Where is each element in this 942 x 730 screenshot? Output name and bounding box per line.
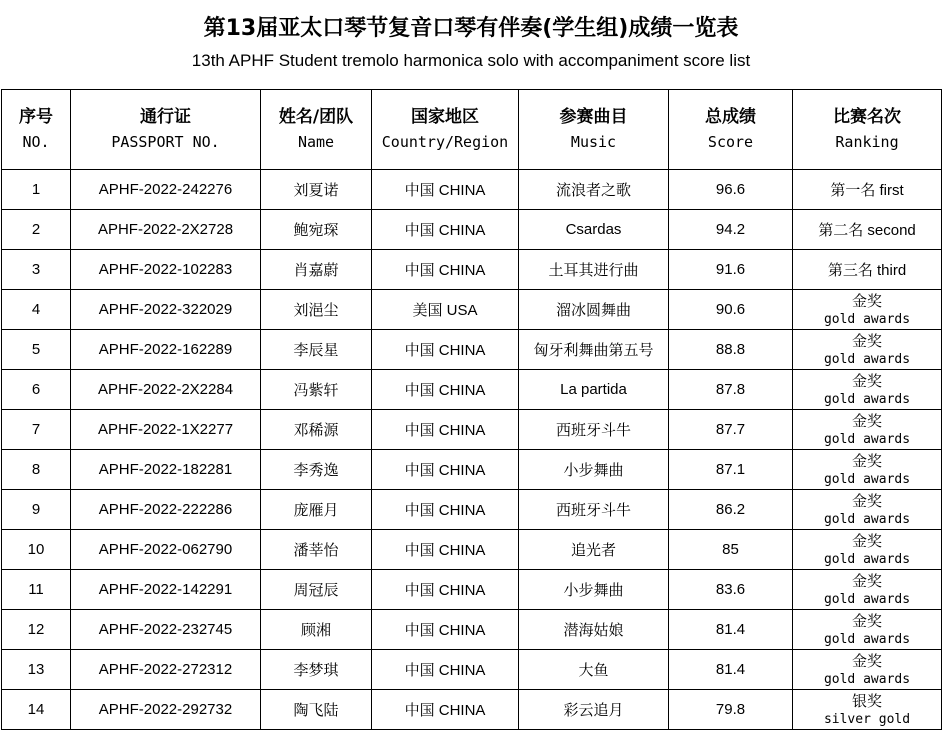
row-music: 小步舞曲: [519, 570, 669, 610]
row-ranking: [793, 690, 942, 730]
header-music: [519, 90, 669, 170]
row-music: Csardas: [519, 210, 669, 250]
row-passport: APHF-2022-242276: [71, 170, 261, 210]
ranking-zh: 金奖: [851, 491, 882, 510]
row-country: 中国 CHINA: [372, 210, 519, 250]
row-no: 10: [2, 530, 71, 570]
ranking-en: gold awards: [823, 631, 911, 647]
row-passport: APHF-2022-232745: [71, 610, 261, 650]
header-passport-en: PASSPORT NO.: [111, 132, 220, 151]
header-score: [669, 90, 793, 170]
row-no: 3: [2, 250, 71, 290]
row-country: 美国 USA: [372, 290, 519, 330]
row-ranking: [793, 290, 942, 330]
table-row: [2, 610, 942, 650]
row-country: 中国 CHINA: [372, 530, 519, 570]
row-name: 李辰星: [261, 330, 372, 370]
row-name: 肖嘉蔚: [261, 250, 372, 290]
row-passport: APHF-2022-272312: [71, 650, 261, 690]
row-ranking: [793, 250, 942, 290]
page-title: 第13届亚太口琴节复音口琴有伴奏(学生组)成绩一览表: [203, 16, 739, 41]
ranking-zh: 金奖: [851, 371, 882, 390]
row-country: 中国 CHINA: [372, 370, 519, 410]
row-music: 彩云追月: [519, 690, 669, 730]
header-score-zh: 总成绩: [705, 106, 756, 127]
row-score: 88.8: [669, 330, 793, 370]
header-name-zh: 姓名/团队: [278, 106, 354, 127]
row-name: 陶飞陆: [261, 690, 372, 730]
table-row: [2, 530, 942, 570]
table-row: [2, 690, 942, 730]
row-passport: APHF-2022-222286: [71, 490, 261, 530]
row-no: 4: [2, 290, 71, 330]
table-row: [2, 650, 942, 690]
table-row: [2, 250, 942, 290]
header-passport: [71, 90, 261, 170]
header-score-en: Score: [707, 132, 754, 151]
header-no-zh: 序号: [19, 106, 53, 127]
row-name: 刘浥尘: [261, 290, 372, 330]
row-no: 8: [2, 450, 71, 490]
row-score: 79.8: [669, 690, 793, 730]
row-score: 87.1: [669, 450, 793, 490]
row-country: 中国 CHINA: [372, 570, 519, 610]
ranking-zh: 金奖: [851, 331, 882, 350]
header-name: [261, 90, 372, 170]
ranking-zh: 金奖: [851, 291, 882, 310]
ranking-en: gold awards: [823, 551, 911, 567]
row-no: 11: [2, 570, 71, 610]
row-score: 87.8: [669, 370, 793, 410]
ranking-en: gold awards: [823, 591, 911, 607]
row-name: 冯紫轩: [261, 370, 372, 410]
ranking-zh: 第一名: [830, 181, 876, 199]
row-no: 6: [2, 370, 71, 410]
header-passport-zh: 通行证: [140, 106, 191, 127]
row-ranking: [793, 170, 942, 210]
table-row: [2, 370, 942, 410]
header-country-zh: 国家地区: [411, 106, 479, 127]
row-score: 86.2: [669, 490, 793, 530]
row-country: 中国 CHINA: [372, 170, 519, 210]
row-country: 中国 CHINA: [372, 330, 519, 370]
ranking-zh: 金奖: [851, 451, 882, 470]
row-name: 顾湘: [261, 610, 372, 650]
row-country: 中国 CHINA: [372, 650, 519, 690]
row-score: 94.2: [669, 210, 793, 250]
ranking-en: second: [867, 222, 916, 239]
table-row: [2, 490, 942, 530]
row-music: 小步舞曲: [519, 450, 669, 490]
row-passport: APHF-2022-2X2284: [71, 370, 261, 410]
row-ranking: [793, 370, 942, 410]
row-passport: APHF-2022-292732: [71, 690, 261, 730]
ranking-en: gold awards: [823, 671, 911, 687]
ranking-en: gold awards: [823, 351, 911, 367]
row-no: 9: [2, 490, 71, 530]
table-row: [2, 330, 942, 370]
row-score: 85: [669, 530, 793, 570]
row-passport: APHF-2022-142291: [71, 570, 261, 610]
row-country: 中国 CHINA: [372, 690, 519, 730]
header-name-en: Name: [297, 132, 335, 151]
header-country: [372, 90, 519, 170]
table-row: [2, 290, 942, 330]
header-no-en: NO.: [22, 132, 50, 151]
row-score: 81.4: [669, 650, 793, 690]
table-row: [2, 410, 942, 450]
row-score: 91.6: [669, 250, 793, 290]
ranking-zh: 银奖: [851, 691, 882, 710]
ranking-en: gold awards: [823, 471, 911, 487]
title-block: [0, 0, 942, 90]
row-ranking: [793, 570, 942, 610]
row-ranking: [793, 490, 942, 530]
row-passport: APHF-2022-2X2728: [71, 210, 261, 250]
ranking-en: silver gold: [823, 711, 911, 727]
row-music: 大鱼: [519, 650, 669, 690]
row-name: 潘莘怡: [261, 530, 372, 570]
row-no: 13: [2, 650, 71, 690]
ranking-zh: 金奖: [851, 531, 882, 550]
row-name: 刘夏诺: [261, 170, 372, 210]
table-row: [2, 170, 942, 210]
row-ranking: [793, 530, 942, 570]
row-music: 西班牙斗牛: [519, 410, 669, 450]
row-name: 鲍宛琛: [261, 210, 372, 250]
ranking-en: gold awards: [823, 431, 911, 447]
score-table: [1, 89, 942, 730]
ranking-zh: 金奖: [851, 411, 882, 430]
row-music: 土耳其进行曲: [519, 250, 669, 290]
row-music: 溜冰圆舞曲: [519, 290, 669, 330]
row-ranking: [793, 610, 942, 650]
row-ranking: [793, 450, 942, 490]
row-passport: APHF-2022-1X2277: [71, 410, 261, 450]
row-music: 流浪者之歌: [519, 170, 669, 210]
table-header-row: [2, 90, 942, 170]
row-country: 中国 CHINA: [372, 490, 519, 530]
row-no: 5: [2, 330, 71, 370]
row-score: 90.6: [669, 290, 793, 330]
row-country: 中国 CHINA: [372, 610, 519, 650]
row-passport: APHF-2022-102283: [71, 250, 261, 290]
header-ranking: [793, 90, 942, 170]
row-music: 匈牙利舞曲第五号: [519, 330, 669, 370]
row-music: 西班牙斗牛: [519, 490, 669, 530]
row-name: 邓稀源: [261, 410, 372, 450]
row-music: 追光者: [519, 530, 669, 570]
ranking-en: third: [877, 262, 907, 279]
row-name: 庞雁月: [261, 490, 372, 530]
row-score: 96.6: [669, 170, 793, 210]
table-body: [2, 170, 942, 730]
ranking-en: gold awards: [823, 511, 911, 527]
row-no: 1: [2, 170, 71, 210]
row-name: 李秀逸: [261, 450, 372, 490]
header-country-en: Country/Region: [381, 132, 509, 151]
row-country: 中国 CHINA: [372, 450, 519, 490]
ranking-en: first: [879, 182, 904, 199]
row-name: 李梦琪: [261, 650, 372, 690]
page-subtitle: 13th APHF Student tremolo harmonica solo with accompaniment score list: [191, 51, 751, 70]
row-no: 12: [2, 610, 71, 650]
row-music: La partida: [519, 370, 669, 410]
row-no: 7: [2, 410, 71, 450]
table-row: [2, 210, 942, 250]
row-music: 潜海姑娘: [519, 610, 669, 650]
row-passport: APHF-2022-182281: [71, 450, 261, 490]
row-name: 周冠辰: [261, 570, 372, 610]
row-passport: APHF-2022-162289: [71, 330, 261, 370]
ranking-en: gold awards: [823, 391, 911, 407]
ranking-zh: 金奖: [851, 651, 882, 670]
row-ranking: [793, 330, 942, 370]
ranking-en: gold awards: [823, 311, 911, 327]
row-passport: APHF-2022-062790: [71, 530, 261, 570]
row-no: 2: [2, 210, 71, 250]
row-ranking: [793, 650, 942, 690]
table-row: [2, 570, 942, 610]
row-ranking: [793, 410, 942, 450]
header-music-zh: 参赛曲目: [559, 106, 628, 127]
header-no: [2, 90, 71, 170]
header-ranking-zh: 比赛名次: [833, 106, 901, 127]
header-ranking-en: Ranking: [835, 132, 899, 151]
row-score: 83.6: [669, 570, 793, 610]
row-no: 14: [2, 690, 71, 730]
row-score: 81.4: [669, 610, 793, 650]
row-passport: APHF-2022-322029: [71, 290, 261, 330]
header-music-en: Music: [570, 132, 617, 151]
table-row: [2, 450, 942, 490]
row-country: 中国 CHINA: [372, 250, 519, 290]
row-score: 87.7: [669, 410, 793, 450]
ranking-zh: 第二名: [818, 221, 864, 239]
ranking-zh: 第三名: [827, 261, 873, 279]
row-country: 中国 CHINA: [372, 410, 519, 450]
ranking-zh: 金奖: [851, 571, 882, 590]
ranking-zh: 金奖: [851, 611, 882, 630]
row-ranking: [793, 210, 942, 250]
